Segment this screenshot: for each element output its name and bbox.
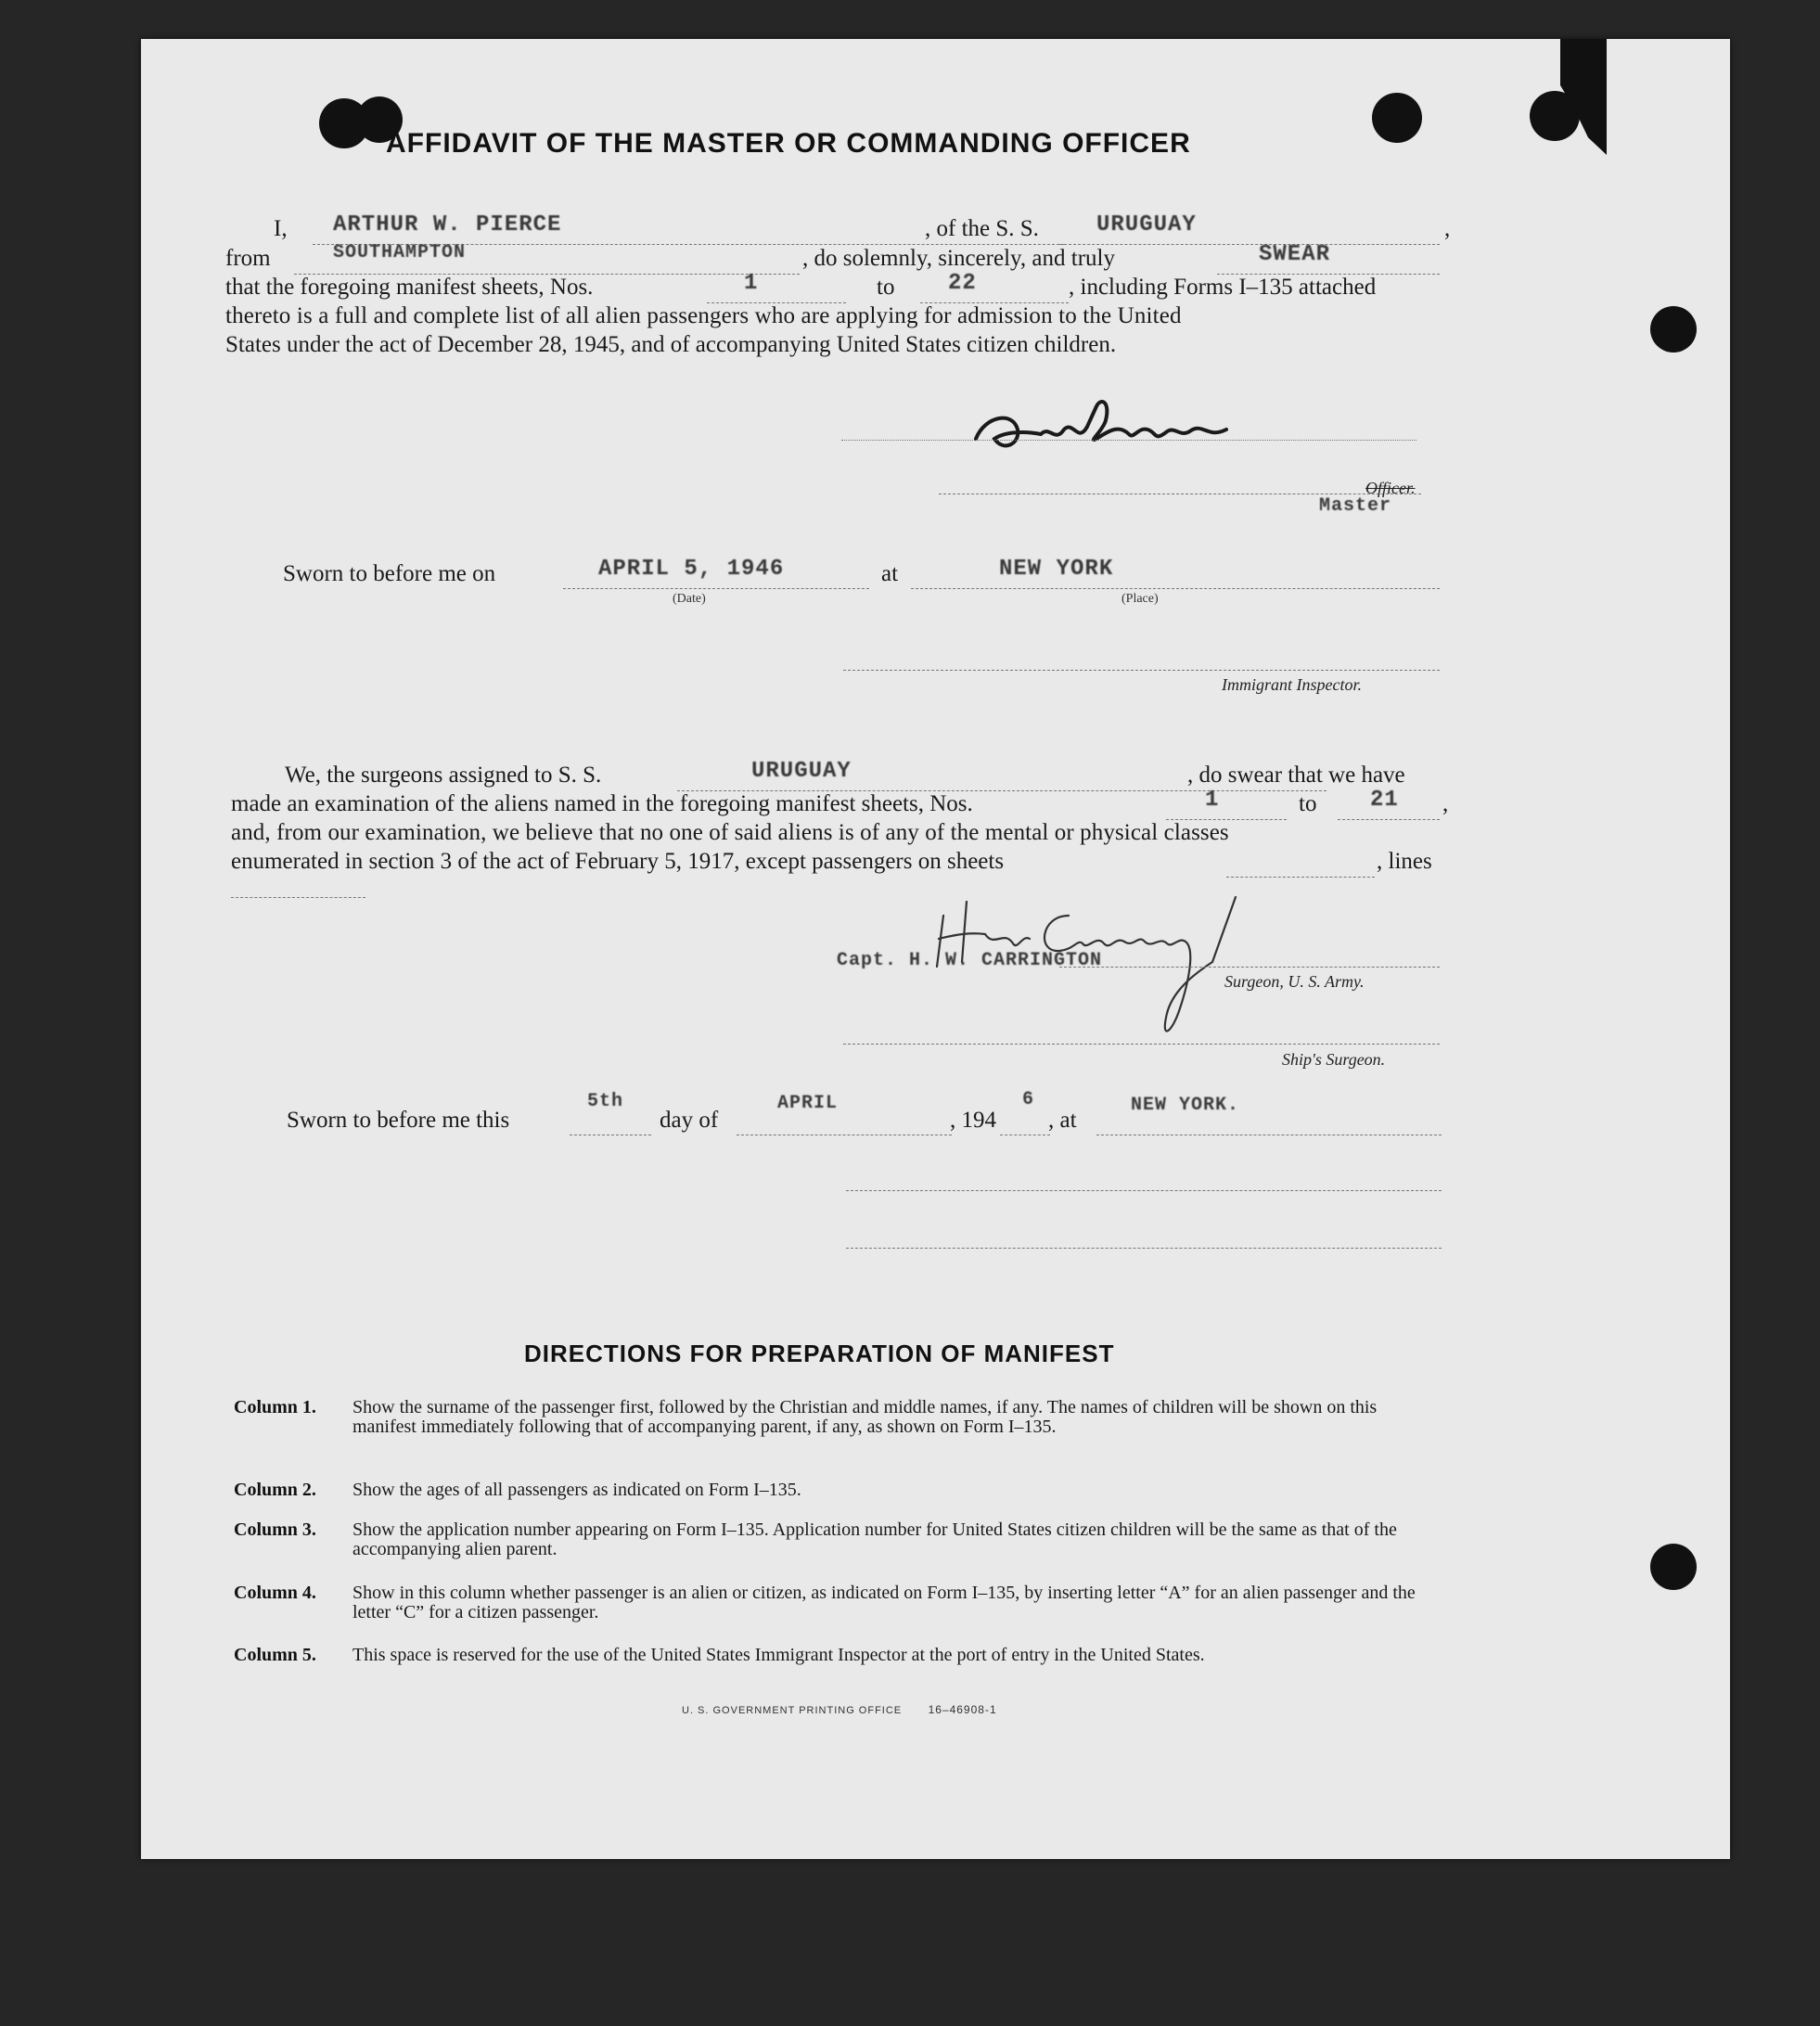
affidavit-i: I, <box>274 216 288 241</box>
direction-column-label: Column 2. <box>234 1480 316 1500</box>
directions-title: DIRECTIONS FOR PREPARATION OF MANIFEST <box>524 1340 1115 1367</box>
direction-column-label: Column 4. <box>234 1583 316 1603</box>
direction-column-text: Show the ages of all passengers as indicated on Form I–135. <box>352 1480 801 1500</box>
surgeon-typed-name: Capt. H. W. CARRINGTON <box>837 950 1103 971</box>
sworn1-place: NEW YORK <box>999 557 1114 582</box>
direction-column-label: Column 3. <box>234 1520 316 1540</box>
affidavit-line5: States under the act of December 28, 1945, and of accompanying United States citizen children. <box>225 332 1117 357</box>
direction-column-text: Show the surname of the passenger first, followed by the Christian and middle names, if any. The names of children will be shown on this manifest immediately following that of accompanying parent, if any, as shown on Form I–135. <box>352 1397 1378 1437</box>
sworn2-place: NEW YORK. <box>1131 1095 1240 1116</box>
master-caption: Master <box>1319 495 1392 517</box>
document-page: AFFIDAVIT OF THE MASTER OR COMMANDING OFFICER I, ARTHUR W. PIERCE , of the S. S. URUGUAY , from SOUTHAMPTON , do solemnly, sincerely, and truly SWEAR that the foregoing manifest sheets, Nos. 1 to 22 , including Forms I–135 attached thereto is a full and complete list of all alien passengers who are applying for admission to the United States under the act of December 28, 1945, and of accompanying United States citizen children. Officer. Master Sworn to before me on APRIL 5, 1946 (Date) at NEW YORK (Place) Immigrant Inspector. We, the surgeons assigned to S. S. URUGUAY , do swear that we have made an examination of the aliens named in the foregoing manifest sheets, Nos. 1 to 21 , and, from our examination, we believe that no one of said aliens is of any of the mental or physical classes enumerated in section 3 of the act of February 5, 1917, except passengers on sheets , lines Capt. H. W. CARRINGTON Surgeon, U. S. Army. Ship's Surgeon. Sworn to before me this 5th day of APRIL , 194 6 , at NEW YORK. DIRECTIONS FOR PREPARATION OF MANIFEST Column 1. Show the surname of the passenger first, followed by the Christian and middle names, if any. The names of children will be shown on this manifest immediately following that of accompanying parent, if any, as shown on Form I–135. Column 2. Show the ages of all passengers as indicated on Form I–135. Column 3. Show the application number appearing on Form I–135. Application number for United States citizen children will be the same as that of the accompanying alien parent. Column 4. Show in this column whether passenger is an alien or citizen, as indicated on Form I–135, by inserting letter “A” for an alien passenger and the letter “C” for a citizen passenger. Column 5. This space is reserved for the use of the United States Immigrant Inspector at the port of entry in the United States. U. S. GOVERNMENT PRINTING OFFICE 16–46908-1 <box>141 39 1730 1859</box>
surgeons-line4b: , lines <box>1377 849 1432 874</box>
affidavit-line3a: that the foregoing manifest sheets, Nos. <box>225 275 594 300</box>
immigrant-inspector-caption: Immigrant Inspector. <box>1222 675 1362 694</box>
printer-name: U. S. GOVERNMENT PRINTING OFFICE <box>682 1705 903 1716</box>
sheets-to: 22 <box>948 271 977 296</box>
surgeons-sheets-to: 21 <box>1370 788 1399 813</box>
sworn1-at: at <box>881 561 899 586</box>
date-caption: (Date) <box>673 592 706 606</box>
officer-caption-struck: Officer. <box>1365 479 1416 497</box>
surgeon-caption: Surgeon, U. S. Army. <box>1224 972 1365 991</box>
surgeons-line1b: , do swear that we have <box>1187 763 1405 788</box>
direction-column-text: Show the application number appearing on Form I–135. Application number for United States citizen children will be the same as that of the accompanying alien parent. <box>352 1520 1397 1559</box>
sheets-from: 1 <box>744 271 759 296</box>
from-label: from <box>225 246 271 271</box>
sworn1-label: Sworn to before me on <box>283 561 496 586</box>
punch-hole <box>1372 93 1422 143</box>
direction-column-text: This space is reserved for the use of the United States Immigrant Inspector at the port of entry in the United States. <box>352 1645 1205 1665</box>
sworn2-day: 5th <box>587 1091 624 1112</box>
solemnly-text: , do solemnly, sincerely, and truly <box>802 246 1115 271</box>
oath-word: SWEAR <box>1259 242 1331 267</box>
sworn1-date: APRIL 5, 1946 <box>598 557 785 582</box>
master-name: ARTHUR W. PIERCE <box>333 212 562 237</box>
to-label: to <box>877 275 895 300</box>
sworn2-month: APRIL <box>777 1093 839 1114</box>
sworn2-year-prefix: , 194 <box>950 1108 996 1133</box>
surgeons-ship-name: URUGUAY <box>751 759 852 784</box>
sworn2-label: Sworn to before me this <box>287 1108 510 1133</box>
surgeons-line3: and, from our examination, we believe that no one of said aliens is of any of the mental or physical classes <box>231 820 1229 845</box>
surgeons-line1a: We, the surgeons assigned to S. S. <box>285 763 602 788</box>
sworn2-year-digit: 6 <box>1022 1089 1035 1110</box>
from-port: SOUTHAMPTON <box>333 242 467 263</box>
place-caption: (Place) <box>1121 592 1159 606</box>
direction-column-label: Column 5. <box>234 1645 316 1665</box>
affidavit-line3b: , including Forms I–135 attached <box>1069 275 1377 300</box>
punch-hole <box>1650 306 1697 353</box>
surgeons-to: to <box>1299 791 1317 816</box>
ship-name: URUGUAY <box>1096 212 1197 237</box>
affidavit-line4: thereto is a full and complete list of all alien passengers who are applying for admission to the United <box>225 303 1182 328</box>
surgeons-line4a: enumerated in section 3 of the act of February 5, 1917, except passengers on sheets <box>231 849 1005 874</box>
surgeons-line2a: made an examination of the aliens named in the foregoing manifest sheets, Nos. <box>231 791 973 816</box>
surgeons-sheets-from: 1 <box>1205 788 1220 813</box>
of-the-ss-text: , of the S. S. <box>925 216 1039 241</box>
direction-column-label: Column 1. <box>234 1397 316 1417</box>
direction-column-text: Show in this column whether passenger is an alien or citizen, as indicated on Form I–135, by inserting letter “A” for an alien passenger and the letter “C” for a citizen passenger. <box>352 1583 1416 1622</box>
form-title: AFFIDAVIT OF THE MASTER OR COMMANDING OFFICER <box>386 128 1191 159</box>
printer-line <box>682 1703 997 1716</box>
sworn2-day-of: day of <box>660 1108 719 1133</box>
form-number: 16–46908-1 <box>928 1703 997 1716</box>
master-signature <box>948 388 1282 476</box>
ships-surgeon-caption: Ship's Surgeon. <box>1282 1050 1386 1069</box>
punch-hole <box>1650 1544 1697 1590</box>
sworn2-at: , at <box>1048 1108 1077 1133</box>
